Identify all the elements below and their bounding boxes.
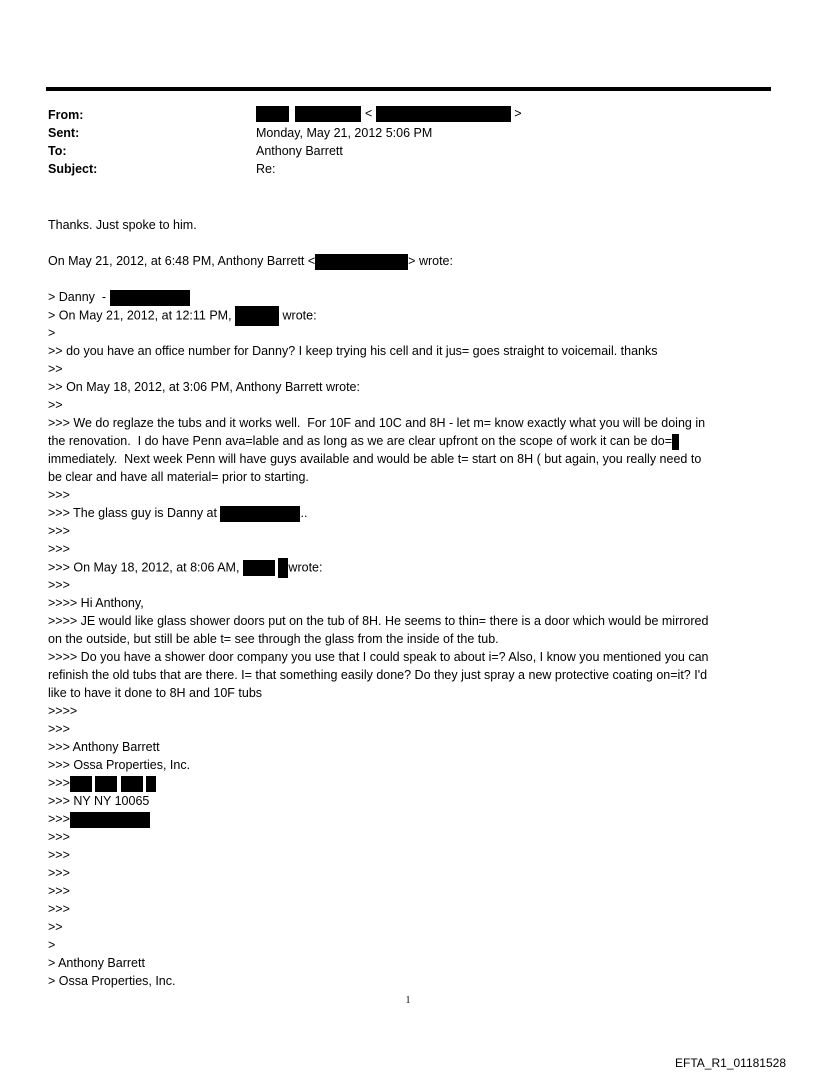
header-rule (46, 87, 771, 91)
body-line: >> (48, 920, 63, 934)
redaction-block (376, 106, 511, 122)
redaction-block (146, 776, 156, 792)
body-line: On May 21, 2012, at 6:48 PM, Anthony Barrett < > wrote: (48, 254, 453, 268)
body-line: >>> (48, 848, 70, 862)
body-line: >> On May 18, 2012, at 3:06 PM, Anthony Barrett wrote: (48, 380, 360, 394)
redaction-block (256, 106, 289, 122)
body-line: > On May 21, 2012, at 12:11 PM, wrote: (48, 306, 317, 326)
body-line: >>> (48, 542, 70, 556)
redaction-block (243, 560, 275, 576)
redaction-block (121, 776, 143, 792)
body-line: >>>> Do you have a shower door company you use that I could speak to about i=? Also, I know you mentioned you can (48, 650, 709, 664)
page-number: 1 (405, 995, 411, 1006)
body-line: >>> (48, 722, 70, 736)
redaction-block (95, 776, 117, 792)
body-line: >> (48, 398, 63, 412)
redaction-block (315, 254, 408, 270)
redaction-block (278, 558, 288, 578)
body-line: >>> Anthony Barrett (48, 740, 160, 754)
body-line: > Danny - (48, 288, 190, 306)
bates-number: EFTA_R1_01181528 (675, 1056, 786, 1070)
body-line: >>> (48, 524, 70, 538)
sent-value: Monday, May 21, 2012 5:06 PM (256, 126, 433, 140)
to-label: To: (48, 144, 67, 158)
from-label: From: (48, 108, 84, 122)
redaction-block (110, 290, 190, 306)
body-line: >>> The glass guy is Danny at .. (48, 506, 308, 520)
body-line: the renovation. I do have Penn ava=lable and as long as we are clear upfront on the scope of work it can be do= (48, 432, 679, 450)
redaction-block (295, 106, 361, 122)
body-line: like to have it done to 8H and 10F tubs (48, 686, 263, 700)
redaction-block (672, 434, 679, 450)
body-line: > Anthony Barrett (48, 956, 145, 970)
body-line: >>>> (48, 704, 78, 718)
redaction-block (70, 812, 150, 828)
from-value (256, 106, 522, 122)
subject-label: Subject: (48, 162, 98, 176)
body-line: > Ossa Properties, Inc. (48, 974, 176, 988)
subject-value: Re: (256, 162, 276, 176)
body-line: Thanks. Just spoke to him. (48, 218, 197, 232)
body-line: > (48, 326, 56, 340)
redaction-block (70, 776, 92, 792)
from-lt: < (364, 106, 373, 121)
body-line: >>> (48, 830, 70, 844)
body-line: >>> (48, 884, 70, 898)
from-gt: > (514, 106, 522, 121)
body-line: >> do you have an office number for Danny? I keep trying his cell and it jus= goes straight to voicemail. thanks (48, 344, 658, 358)
body-line: >> (48, 362, 63, 376)
to-value: Anthony Barrett (256, 144, 343, 158)
body-line: >>>> JE would like glass shower doors put on the tub of 8H. He seems to thin= there is a door which would be mirrored (48, 614, 709, 628)
body-line: be clear and have all material= prior to starting. (48, 470, 309, 484)
redaction-block (235, 306, 279, 326)
body-line: > (48, 938, 56, 952)
redaction-block (220, 506, 300, 522)
body-line: >>> (48, 578, 70, 592)
body-line: >>> (48, 488, 70, 502)
body-line: >>> (48, 902, 70, 916)
body-line: >>> Ossa Properties, Inc. (48, 758, 191, 772)
body-line: on the outside, but still be able t= see through the glass from the inside of the tub. (48, 632, 499, 646)
body-line: >>>> Hi Anthony, (48, 596, 144, 610)
body-line: >>> We do reglaze the tubs and it works well. For 10F and 10C and 8H - let m= know exactly what you will be doing in (48, 416, 706, 430)
body-line: >>> NY NY 10065 (48, 794, 150, 808)
sent-label: Sent: (48, 126, 80, 140)
body-line: >>> (48, 866, 70, 880)
body-line: >>> (48, 774, 156, 792)
body-line: immediately. Next week Penn will have guys available and would be able t= start on 8H ( but again, you really need to (48, 452, 702, 466)
body-line: >>> (48, 810, 150, 828)
body-line: >>> On May 18, 2012, at 8:06 AM, wrote: (48, 558, 322, 578)
body-line: refinish the old tubs that are there. I= that something easily done? Do they just spray a new protective coating on=it? I'd (48, 668, 708, 682)
